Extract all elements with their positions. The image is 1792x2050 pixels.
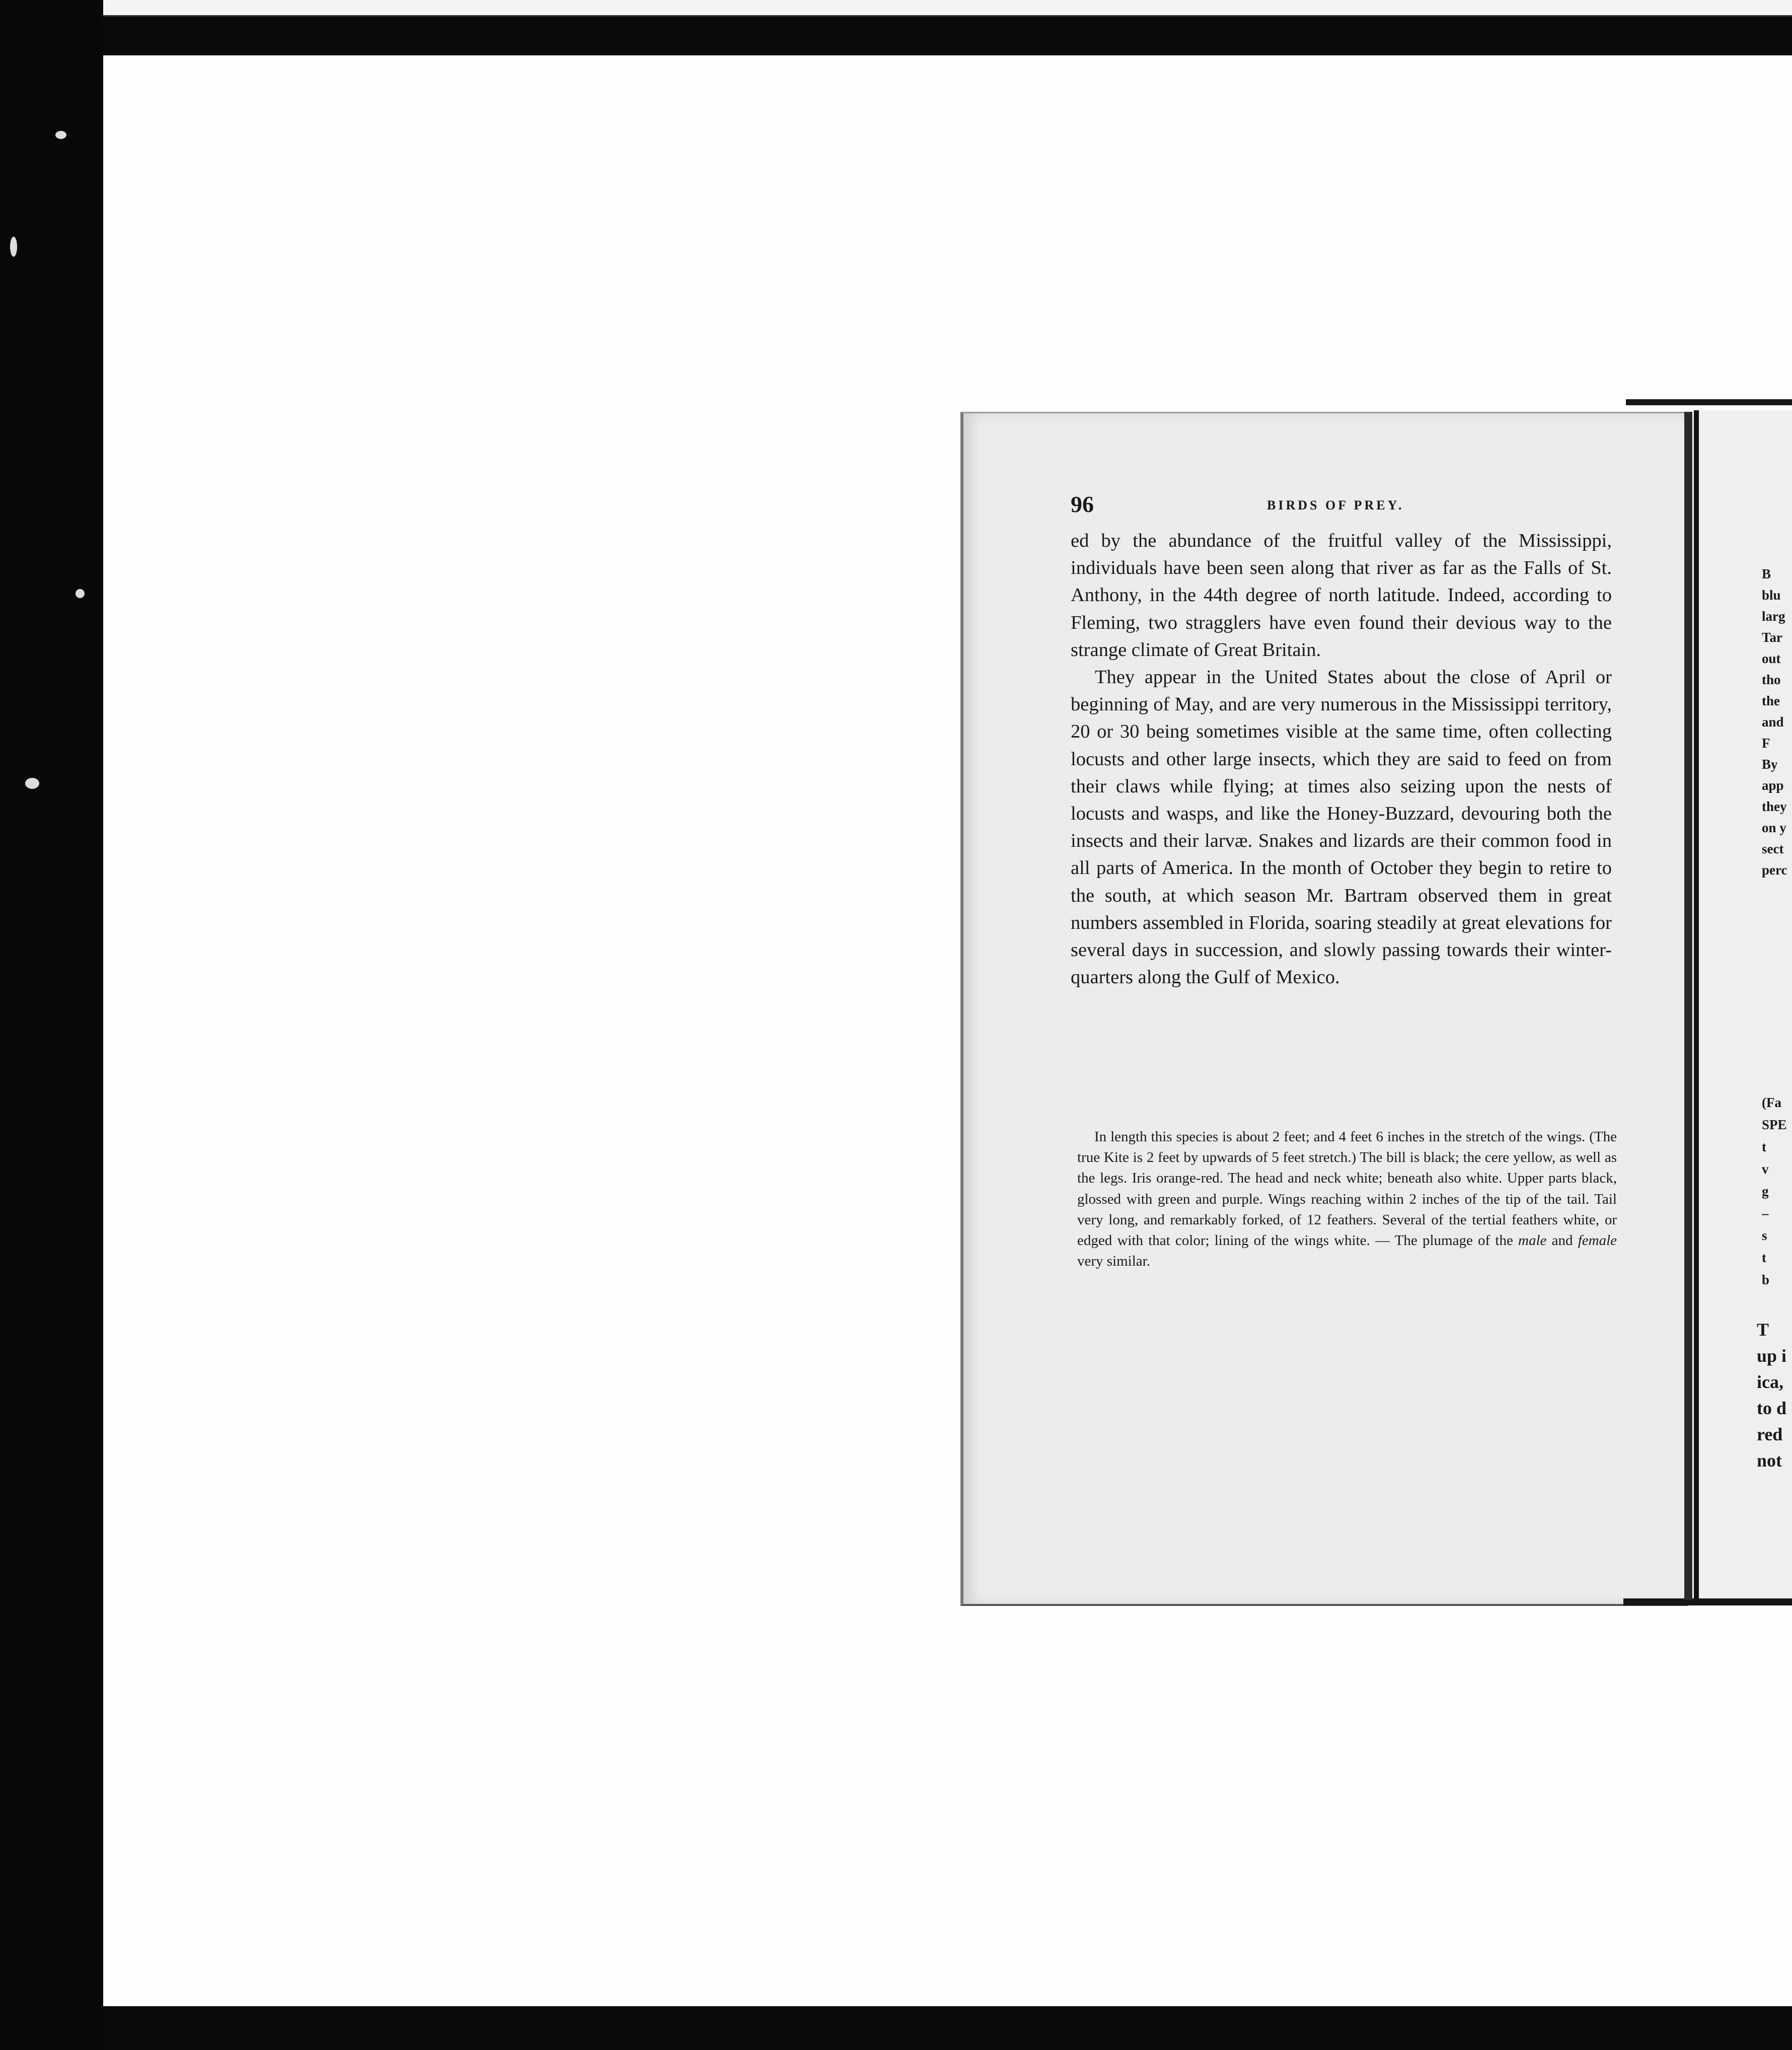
- paragraph: ed by the abundance of the fruitful valley of the Mississippi, individuals have been seen along that river as far as the Falls of St. Anthony, in the 44th degree of north latitude. Indeed, according to Fleming, two stragglers have even found their devious way to the strange climate of Great Britain.: [1071, 530, 1612, 661]
- facing-page-fragment: tho: [1762, 672, 1781, 687]
- scan-speck: [10, 237, 17, 257]
- facing-page-fragment: blu: [1762, 588, 1781, 603]
- paragraph: They appear in the United States about the close of April or beginning of May, and are very numerous in the Mississippi territory, 20 or 30 being sometimes visible at the same time, often collecting locusts and other large insects, which they are said to feed on from their claws while flying; at times also seizing upon the nests of locusts and wasps, and like the Honey-Buzzard, devouring both the insects and their larvæ. Snakes and lizards are their common food in all parts of America. In the month of October they begin to retire to the south, at which season Mr. Bartram observed them in great numbers assembled in Florida, soaring steadily at great elevations for several days in succession, and slowly passing towards their winter-quarters along the Gulf of Mexico.: [1071, 667, 1612, 988]
- facing-page-fragment: not: [1757, 1450, 1782, 1471]
- scan-speck: [76, 589, 85, 598]
- book-gutter: [1684, 412, 1692, 1600]
- note-and: and: [1546, 1232, 1578, 1249]
- facing-page-fragment: red: [1757, 1424, 1783, 1444]
- note-end: very similar.: [1077, 1253, 1150, 1270]
- facing-page-fragment: v: [1762, 1161, 1769, 1177]
- book-cover-edge-bottom: [1623, 1598, 1792, 1605]
- facing-page-fragment: F: [1762, 736, 1770, 751]
- facing-page-fragment: the: [1762, 693, 1780, 708]
- facing-page-fragment: on y: [1762, 820, 1786, 835]
- facing-page-fragment: and: [1762, 714, 1784, 729]
- facing-page-fragment: larg: [1762, 609, 1785, 624]
- book-cover-edge-top: [1626, 399, 1792, 405]
- facing-page-fragment: B: [1762, 566, 1771, 581]
- page-number: 96: [1071, 491, 1094, 517]
- scan-speck: [25, 778, 39, 789]
- facing-page-fragment: t: [1762, 1139, 1766, 1154]
- note-female: female: [1578, 1232, 1617, 1249]
- facing-page-fragment: up i: [1757, 1346, 1787, 1366]
- facing-page-fragment: ica,: [1757, 1372, 1783, 1392]
- facing-page-fragment: to d: [1757, 1398, 1787, 1418]
- facing-page-fragment: sect: [1762, 841, 1784, 856]
- facing-page-fragment: SPE: [1762, 1117, 1787, 1132]
- facing-page-fragment: app: [1762, 778, 1784, 793]
- facing-page-fragment: Tar: [1762, 630, 1783, 645]
- species-description-note: [1077, 1127, 1617, 1272]
- note-text: In length this species is about 2 feet; and 4 feet 6 inches in the stretch of the wings. (The true Kite is 2 feet by upwards of 5 feet stretch.) The bill is black; the cere yellow, as well as the legs. Iris orange-red. The head and neck white; beneath also white. Upper parts black, glossed with green and purple. Wings reaching within 2 inches of the tip of the tail. Tail very long, and remarkably forked, of 12 feathers. Several of the tertial feathers white, or edged with that color; lining of the wings white. — The plumage of the: [1077, 1129, 1617, 1249]
- facing-page-fragment: perc: [1762, 862, 1787, 877]
- facing-page-fragment: g: [1762, 1184, 1769, 1199]
- facing-page-fragment: By: [1762, 757, 1778, 772]
- facing-page-fragment: t: [1762, 1250, 1766, 1265]
- facing-page-fragment: T: [1757, 1320, 1769, 1340]
- note-paragraph: [1077, 1127, 1617, 1272]
- scan-speck: [55, 131, 66, 139]
- facing-page-fragment: b: [1762, 1272, 1770, 1287]
- facing-page-fragment: –: [1762, 1206, 1769, 1221]
- facing-page-fragment: out: [1762, 651, 1781, 666]
- facing-page-fragment: they: [1762, 799, 1787, 814]
- running-head: BIRDS OF PREY.: [1267, 498, 1404, 512]
- scan-left-border: [0, 0, 103, 2050]
- top-scan-strip: [91, 0, 1792, 17]
- facing-page-fragment: s: [1762, 1228, 1767, 1243]
- page-header: [1071, 491, 1614, 521]
- main-text: [1071, 527, 1612, 991]
- facing-page-fragment: (Fa: [1762, 1095, 1781, 1110]
- note-male: male: [1518, 1232, 1547, 1249]
